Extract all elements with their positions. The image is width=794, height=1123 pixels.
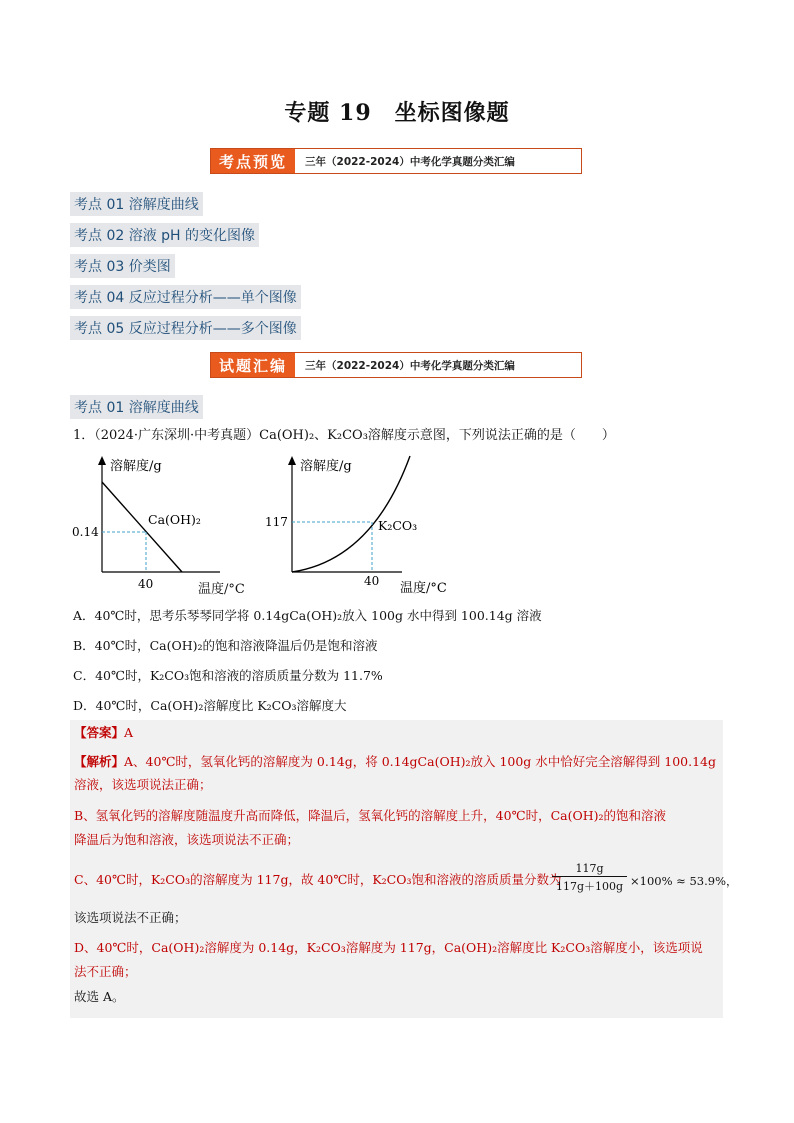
page-title: 专题 19 坐标图像题: [284, 100, 510, 126]
analysis-c2: 该选项说法不正确；: [74, 910, 187, 925]
section-header: 考点 01 溶解度曲线: [70, 395, 203, 419]
analysis-d2: 法不正确；: [74, 964, 137, 979]
series-label: Ca(OH)₂: [148, 512, 201, 527]
chart-k2co3: [262, 452, 462, 600]
banner-tag: 试题汇编: [211, 353, 295, 377]
fraction: [552, 862, 627, 894]
x-axis-label: 温度/°C: [400, 581, 447, 596]
fraction-tail: ×100% ≈ 53.9%，: [630, 874, 738, 888]
topic-link-04[interactable]: 考点 04 反应过程分析——单个图像: [70, 285, 301, 309]
analysis-line-a1: [74, 752, 716, 772]
topic-link-02[interactable]: 考点 02 溶液 pH 的变化图像: [70, 223, 259, 247]
x-tick-label: 40: [364, 574, 380, 588]
topic-link-03[interactable]: 考点 03 价类图: [70, 254, 175, 278]
analysis-label: 【解析】: [74, 754, 125, 769]
question-stem: 1．（2024·广东深圳·中考真题）Ca(OH)₂、K₂CO₃溶解度示意图，下列说法正确的是（ ）: [73, 428, 615, 443]
y-tick-label: 0.14: [72, 525, 99, 539]
questions-banner: [210, 352, 582, 378]
banner-tag: 考点预览: [211, 149, 295, 173]
y-axis-arrow: [288, 456, 296, 465]
overview-banner: [210, 148, 582, 174]
analysis-b1: B、氢氧化钙的溶解度随温度升高而降低，降温后，氢氧化钙的溶解度上升，40℃时，Ca(OH)₂的饱和溶液: [74, 808, 667, 823]
option-c: C．40℃时，K₂CO₃饱和溶液的溶质质量分数为 11.7%: [73, 668, 383, 683]
analysis-d1: D、40℃时，Ca(OH)₂溶解度为 0.14g，K₂CO₃溶解度为 117g，Ca(OH)₂溶解度比 K₂CO₃溶解度小，该选项说: [74, 940, 703, 955]
option-a: A．40℃时，思考乐琴琴同学将 0.14gCa(OH)₂放入 100g 水中得到 100.14g 溶液: [73, 608, 542, 623]
answer-value: A: [124, 725, 134, 740]
x-axis-label: 温度/°C: [198, 582, 245, 597]
analysis-a2: 溶液，该选项说法正确；: [74, 777, 212, 792]
option-d: D．40℃时，Ca(OH)₂溶解度比 K₂CO₃溶解度大: [73, 698, 347, 713]
y-axis-label: 溶解度/g: [110, 459, 162, 474]
analysis-a1: A、40℃时，氢氧化钙的溶解度为 0.14g，将 0.14gCa(OH)₂放入 100g 水中恰好完全溶解得到 100.14g: [124, 754, 716, 769]
option-b: B．40℃时，Ca(OH)₂的饱和溶液降温后仍是饱和溶液: [73, 638, 378, 653]
y-axis-arrow: [98, 456, 106, 465]
banner-subtitle: 三年（2022-2024）中考化学真题分类汇编: [305, 155, 515, 168]
answer-label: 【答案】: [74, 725, 125, 740]
x-tick-label: 40: [138, 577, 154, 591]
answer-line: [74, 723, 133, 743]
caoh2-curve: [102, 482, 182, 572]
topic-link-05[interactable]: 考点 05 反应过程分析——多个图像: [70, 316, 301, 340]
banner-subtitle: 三年（2022-2024）中考化学真题分类汇编: [305, 359, 515, 372]
conclusion: 故选 A。: [74, 989, 125, 1004]
analysis-c1: C、40℃时，K₂CO₃的溶解度为 117g，故 40℃时，K₂CO₃饱和溶液的溶质质量分数为: [74, 872, 562, 887]
topic-link-01[interactable]: 考点 01 溶解度曲线: [70, 192, 203, 216]
y-axis-label: 溶解度/g: [300, 459, 352, 474]
fraction-numerator: 117g: [575, 862, 604, 875]
y-tick-label: 117: [265, 515, 288, 529]
analysis-b2: 降温后为饱和溶液，该选项说法不正确；: [74, 832, 300, 847]
fraction-denominator: 117g＋100g: [556, 880, 624, 893]
series-label: K₂CO₃: [378, 518, 418, 533]
